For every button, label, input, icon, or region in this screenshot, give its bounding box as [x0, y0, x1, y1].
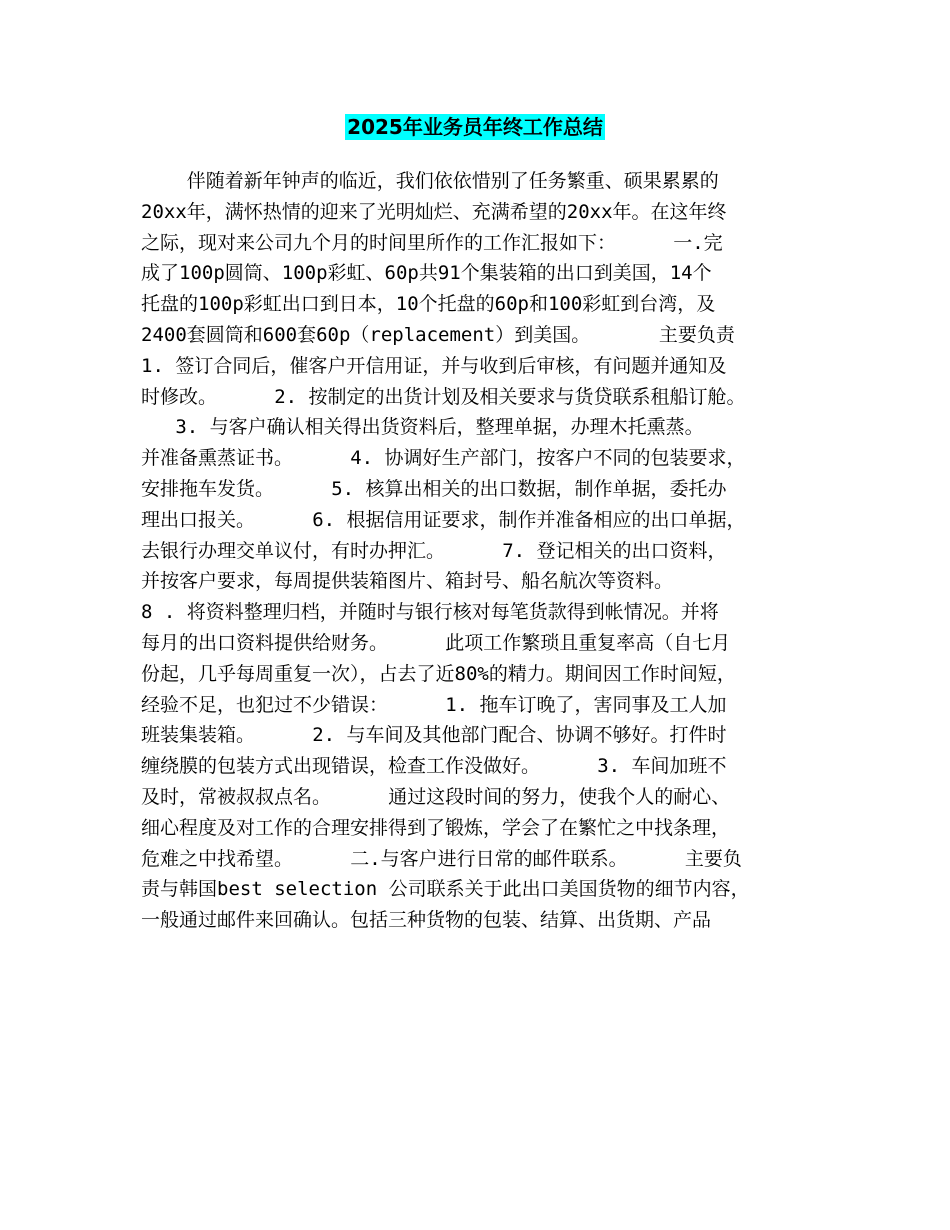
text-line: 危难之中找希望。 二.与客户进行日常的邮件联系。 主要负 [141, 847, 742, 870]
document-body [141, 166, 821, 936]
text-line: 安排拖车发货。 5. 核算出相关的出口数据，制作单据，委托办 [141, 477, 727, 500]
text-line: 1. 签订合同后，催客户开信用证，并与收到后审核，有问题并通知及 [141, 354, 727, 377]
text-line: 理出口报关。 6. 根据信用证要求，制作并准备相应的出口单据， [141, 508, 746, 531]
text-line: 成了100p圆筒、100p彩虹、60p共91个集装箱的出口到美国，14个 [141, 262, 712, 285]
text-line: 一般通过邮件来回确认。包括三种货物的包装、结算、出货期、产品 [141, 909, 712, 932]
text-line: 并按客户要求，每周提供装箱图片、箱封号、船名航次等资料。 [141, 570, 674, 593]
document-title-text: 2025年业务员年终工作总结 [347, 115, 603, 139]
text-line: 2400套圆筒和600套60p（replacement）到美国。 主要负责 [141, 323, 735, 346]
text-line: 细心程度及对工作的合理安排得到了锻炼，学会了在繁忙之中找条理， [141, 816, 731, 839]
text-line: 并准备熏蒸证书。 4. 协调好生产部门，按客户不同的包装要求， [141, 447, 746, 470]
text-line: 份起，几乎每周重复一次），占去了近80%的精力。期间因工作时间短， [141, 662, 736, 685]
text-line: 经验不足，也犯过不少错误： 1. 拖车订晚了，害同事及工人加 [141, 693, 727, 716]
text-line: 之际，现对来公司九个月的时间里所作的工作汇报如下： 一.完 [141, 231, 723, 254]
text-line: 伴随着新年钟声的临近，我们依依惜别了任务繁重、硕果累累的 [141, 170, 719, 192]
text-line: 20xx年，满怀热情的迎来了光明灿烂、充满希望的20xx年。在这年终 [141, 200, 727, 223]
text-line: 时修改。 2. 按制定的出货计划及相关要求与货贷联系租船订舱。 [141, 385, 746, 408]
text-line: 8 . 将资料整理归档，并随时与银行核对每笔货款得到帐情况。并将 [141, 601, 719, 624]
text-line: 托盘的100p彩虹出口到日本，10个托盘的60p和100彩虹到台湾，及 [141, 293, 716, 316]
text-line: 缠绕膜的包装方式出现错误，检查工作没做好。 3. 车间加班不 [141, 755, 727, 778]
text-line: 每月的出口资料提供给财务。 此项工作繁琐且重复率高（自七月 [141, 631, 731, 654]
text-line: 责与韩国best selection 公司联系关于此出口美国货物的细节内容， [141, 878, 750, 901]
text-line: 去银行办理交单议付，有时办押汇。 7. 登记相关的出口资料， [141, 539, 727, 562]
text-line: 及时，常被叔叔点名。 通过这段时间的努力，使我个人的耐心、 [141, 785, 731, 808]
text-line: 3. 与客户确认相关得出货资料后，整理单据，办理木托熏蒸。 [141, 416, 704, 439]
text-line: 班装集装箱。 2. 与车间及其他部门配合、协调不够好。打件时 [141, 724, 727, 747]
document-title [0, 112, 950, 142]
